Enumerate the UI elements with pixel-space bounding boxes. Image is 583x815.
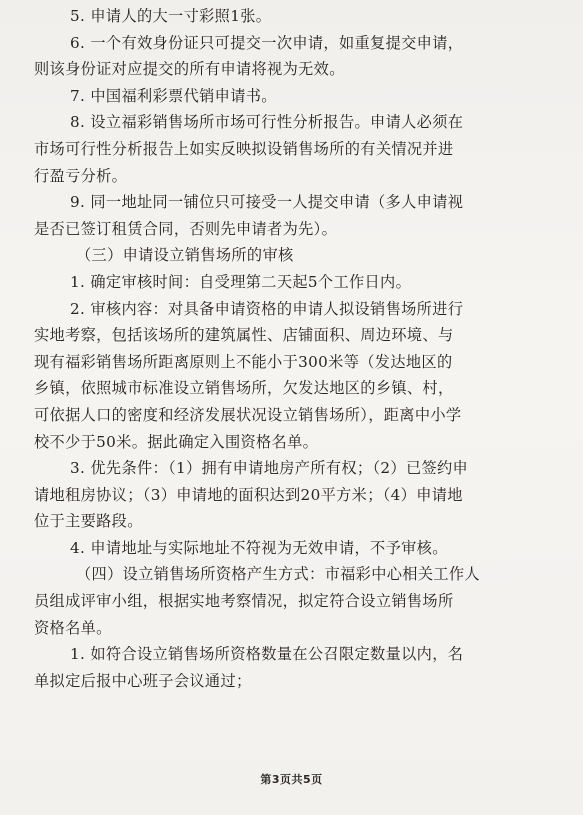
text-line-item-9-cont: 是否已签订租赁合同，否则先申请者为先）。	[34, 219, 338, 238]
text-line-item-9: 9. 同一地址同一铺位只可接受一人提交申请（多人申请视	[70, 193, 464, 212]
text-line-qualify-1: 1. 如符合设立销售场所资格数量在公召限定数量以内，名	[70, 645, 464, 664]
text-line-qualify-1-cont: 单拟定后报中心班子会议通过；	[34, 671, 252, 690]
text-line-review-2-cont-5: 校不少于50米。据此确定入围资格名单。	[34, 432, 319, 451]
text-line-review-2-cont-1: 实地考察，包括该场所的建筑属性、店铺面积、周边环境、与	[34, 326, 454, 345]
text-line-item-8-cont-2: 行盈亏分析。	[34, 166, 128, 185]
text-line-item-5: 5. 申请人的大一寸彩照1张。	[70, 7, 272, 25]
text-line-review-3-cont-2: 位于主要路段。	[34, 512, 143, 531]
text-line-review-4: 4. 申请地址与实际地址不符视为无效申请，不予审核。	[70, 538, 448, 557]
text-line-review-1: 1. 确定审核时间：自受理第二天起5个工作日内。	[70, 272, 412, 291]
text-line-item-8-cont-1: 市场可行性分析报告上如实反映拟设销售场所的有关情况并进	[34, 139, 454, 158]
text-line-item-7: 7. 中国福利彩票代销申请书。	[70, 86, 277, 105]
text-line-item-6-cont: 则该身份证对应提交的所有申请将视为无效。	[34, 60, 345, 79]
text-line-review-2-cont-4: 可依据人口的密度和经济发展状况设立销售场所），距离中小学	[34, 405, 462, 424]
section-heading-4: （四）设立销售场所资格产生方式：市福彩中心相关工作人	[76, 565, 480, 584]
page-number-footer: 第3页共5页	[260, 773, 323, 786]
body-text	[34, 3, 552, 694]
text-line-section-4-cont-1: 员组成评审小组，根据实地考察情况，拟定符合设立销售场所	[34, 592, 454, 611]
text-line-review-3-cont-1: 请地租房协议；（3）申请地的面积达到20平方米；（4）申请地	[34, 485, 463, 504]
text-line-review-2: 2. 审核内容：对具备申请资格的申请人拟设销售场所进行	[70, 299, 464, 318]
text-line-section-4-cont-2: 资格名单。	[34, 618, 112, 637]
text-line-item-6: 6. 一个有效身份证只可提交一次申请，如重复提交申请，	[70, 33, 464, 52]
section-heading-3: （三）申请设立销售场所的审核	[76, 246, 294, 265]
text-line-review-2-cont-2: 现有福彩销售场所距离原则上不能小于300米等（发达地区的	[34, 352, 453, 371]
text-line-review-2-cont-3: 乡镇，依照城市标准设立销售场所，欠发达地区的乡镇、村，	[34, 379, 454, 398]
text-line-item-8: 8. 设立福彩销售场所市场可行性分析报告。申请人必须在	[70, 113, 464, 132]
text-line-review-3: 3. 优先条件：（1）拥有申请地房产所有权；（2）已签约申	[70, 459, 469, 478]
